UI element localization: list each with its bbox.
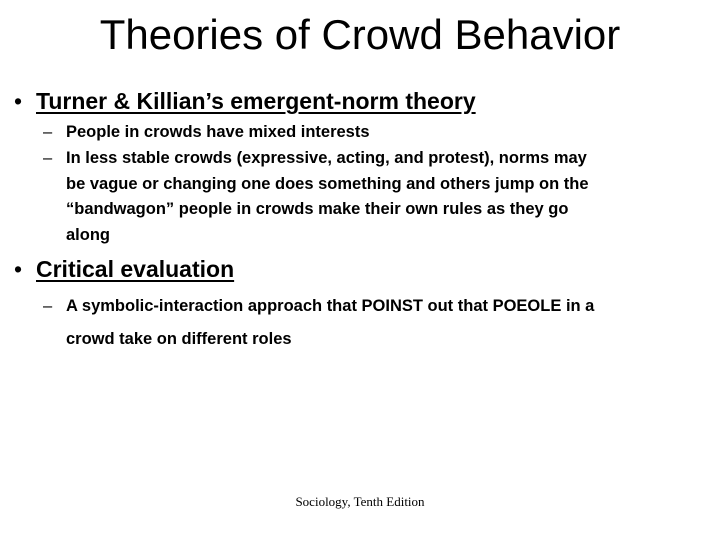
subbullet-marker: – (43, 123, 53, 141)
footer-source: Sociology, Tenth Edition (295, 494, 425, 509)
subbullet-line: A symbolic-interaction approach that POINST out that POEOLE in a (66, 297, 595, 315)
subbullet-line: be vague or changing one does something and others jump on the (66, 174, 589, 193)
bullet-heading: Turner & Killian’s emergent-norm theory (36, 88, 476, 114)
subbullet-marker: – (43, 297, 53, 315)
subbullet-text (66, 146, 713, 248)
bullet-marker: • (14, 88, 23, 114)
subbullet-line: crowd take on different roles (66, 330, 292, 348)
subbullet-line: People in crowds have mixed interests (66, 123, 370, 141)
subbullet-line: along (66, 225, 110, 244)
subbullet-marker: – (43, 149, 53, 167)
subbullet-text (66, 290, 713, 356)
bullet-heading: Critical evaluation (36, 256, 235, 282)
subbullet-mixed-interests (43, 120, 713, 146)
subbullet-symbolic-interaction (43, 290, 713, 356)
subbullet-line: “bandwagon” people in crowds make their own rules as they go (66, 200, 569, 218)
subbullet-text (66, 120, 713, 146)
subbullet-less-stable-crowds (43, 146, 713, 248)
subbullet-line: In less stable crowds (expressive, acting, and protest), norms may (66, 149, 587, 167)
bullet-marker: • (14, 256, 23, 282)
slide-title: Theories of Crowd Behavior (99, 11, 621, 58)
